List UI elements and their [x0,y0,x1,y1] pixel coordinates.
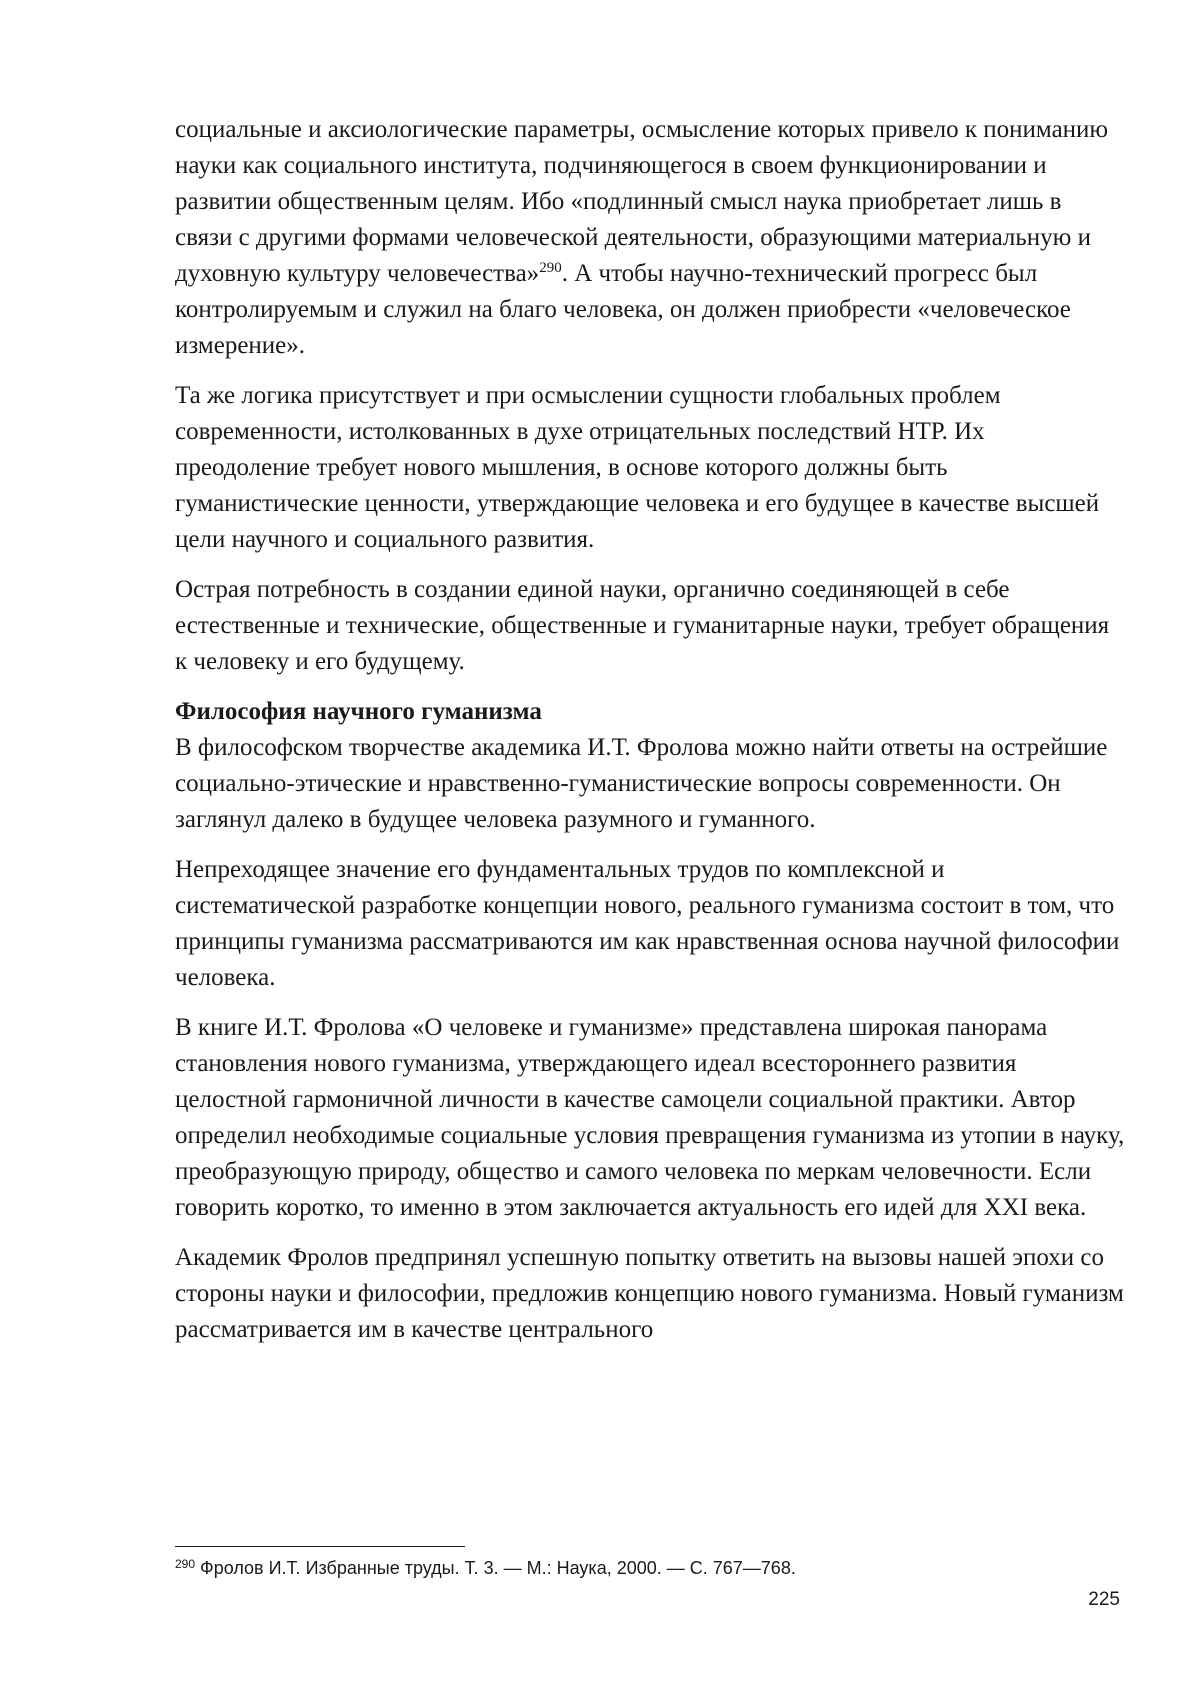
body-text [175,112,1125,1348]
paragraph-7: Академик Фролов предпринял успешную попытку ответить на вызовы нашей эпохи со стороны науки и философии, предложив концепцию нового гуманизма. Новый гуманизм рассматривается им в качестве центрального [175,1244,1124,1343]
page-number: 225 [1088,1589,1120,1610]
paragraph-5: Непреходящее значение его фундаментальных трудов по комплексной и систематической разработке концепции нового, реального гуманизма состоит в том, что принципы гуманизма рассматриваются им как нравственная основа научной философии человека. [175,856,1120,991]
footnote-reference[interactable]: 290 [539,260,562,276]
footnote [175,1556,796,1580]
paragraph-6: В книге И.Т. Фролова «О человеке и гуманизме» представлена широкая панорама становления нового гуманизма, утверждающего идеал всестороннего развития целостной гармоничной личности в качестве самоцели социальной практики. Автор определил необходимые социальные условия превращения гуманизма из утопии в науку, преобразующую природу, общество и самого человека по меркам человечности. Если говорить коротко, то именно в этом заключается актуальность его идей для XXI века. [175,1014,1125,1221]
paragraph-1 [175,112,1125,364]
footnote-divider [175,1546,465,1547]
paragraph-4: В философском творчестве академика И.Т. Фролова можно найти ответы на острейшие социально-этические и нравственно-гуманистические вопросы современности. Он заглянул далеко в будущее человека разумного и гуманного. [175,734,1108,833]
footnote-number: 290 [175,1557,196,1571]
paragraph-2: Та же логика присутствует и при осмыслении сущности глобальных проблем современности, истолкованных в духе отрицательных последствий НТР. Их преодоление требует нового мышления, в основе которого должны быть гуманистические ценности, утверждающие человека и его будущее в качестве высшей цели научного и социального развития. [175,382,1100,553]
section-heading: Философия научного гуманизма [175,698,542,725]
paragraph-1-text-before: социальные и аксиологические параметры, осмысление которых привело к пониманию науки как социального института, подчиняющегося в своем функционировании и развитии общественным целям. Ибо «подлинный смысл наука приобретает лишь в связи с другими формами человеческой деятельности, образующими материальную и духовную культуру человечества» [175,116,1109,287]
paragraph-3: Острая потребность в создании единой науки, органично соединяющей в себе естественные и технические, общественные и гуманитарные науки, требует обращения к человеку и его будущему. [175,576,1110,675]
paragraph-1-text-after: . А чтобы научно-технический прогресс был контролируемым и служил на благо человека, он должен приобрести «человеческое измерение». [175,260,1071,359]
footnote-text: Фролов И.Т. Избранные труды. Т. 3. — М.: Наука, 2000. — С. 767—768. [195,1558,796,1578]
